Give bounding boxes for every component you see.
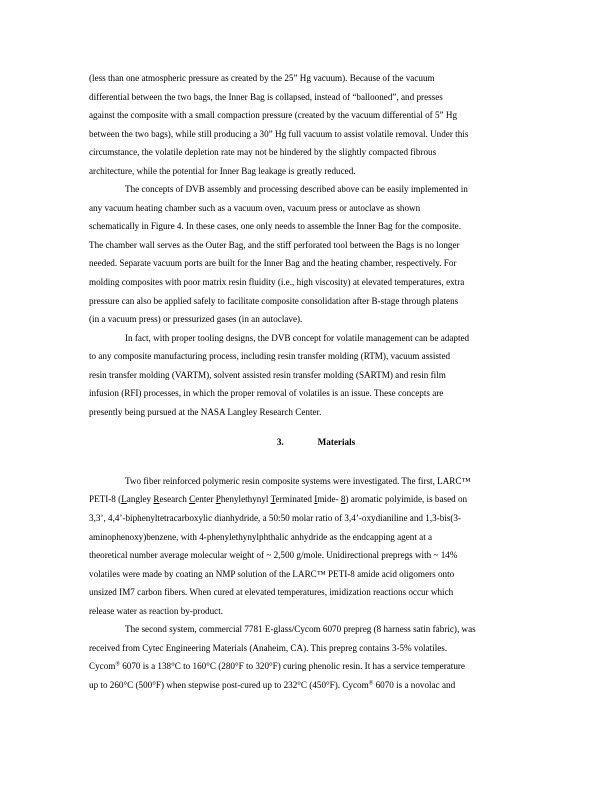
text-line: (in a vacuum press) or pressurized gases (in an autoclave). xyxy=(89,314,303,325)
paragraph-cycom-6070 xyxy=(89,620,543,694)
text-line: received from Cytec Engineering Materials (Anaheim, CA). This prepreg contains 3-5% volatiles. xyxy=(89,642,448,653)
text-span: 6070 is a novolac and xyxy=(373,679,456,690)
text-line: release water as reaction by-product. xyxy=(89,605,224,616)
text-line: (less than one atmospheric pressure as created by the 25” Hg vacuum). Because of the vacuum xyxy=(89,73,435,83)
text-line: circumstance, the volatile depletion rate may not be hindered by the slightly compacted fibrous xyxy=(89,147,437,158)
section-heading xyxy=(89,433,543,452)
paragraph-larc-peti8 xyxy=(89,472,543,620)
text-line: aminophenoxy)benzene, with 4-phenylethynylphthalic anhydride as the endcapping agent at a xyxy=(89,531,433,542)
text-line: The concepts of DVB assembly and processing described above can be easily implemented in xyxy=(125,184,468,195)
text-line: between the two bags), while still producing a 30” Hg full vacuum to assist volatile removal. Under this xyxy=(89,128,469,139)
text-span: Cycom xyxy=(89,661,116,672)
text-line: to any composite manufacturing process, including resin transfer molding (RTM), vacuum assisted xyxy=(89,351,451,362)
text-line: The chamber wall serves as the Outer Bag, and the stiff perforated tool between the Bags is no longer xyxy=(89,239,460,250)
text-span: esearch xyxy=(159,494,190,505)
underlined-letter: I xyxy=(314,494,318,505)
text-span: up to 260°C (500°F) when stepwise post-cured up to 232°C (450°F). Cycom xyxy=(89,679,369,690)
text-line: differential between the two bags, the Inner Bag is collapsed, instead of “ballooned”, and presses xyxy=(89,91,443,102)
text-line: volatiles were made by coating an NMP solution of the LARC™ PETI-8 amide acid oligomers onto xyxy=(89,568,455,579)
text-line: architecture, while the potential for Inner Bag leakage is greatly reduced. xyxy=(89,165,356,176)
text-line xyxy=(89,657,543,676)
text-line: against the composite with a small compaction pressure (created by the vacuum differential of 5” Hg xyxy=(89,110,458,121)
text-line: unsized IM7 carbon fibers. When cured at elevated temperatures, imidization reactions occur which xyxy=(89,587,454,598)
text-span: erminated xyxy=(275,494,315,505)
paragraph-tooling-designs xyxy=(89,329,543,422)
text-line: needed. Separate vacuum ports are built for the Inner Bag and the heating chamber, respectively. For xyxy=(89,258,457,269)
text-line: pressure can also be applied safely to facilitate composite consolidation after B-stage through platens xyxy=(89,295,459,306)
underlined-letter: C xyxy=(189,494,196,505)
section-number: 3. xyxy=(276,437,284,448)
text-line: schematically in Figure 4. In these cases, one only needs to assemble the Inner Bag for the composite. xyxy=(89,221,461,232)
text-span: PETI-8 ( xyxy=(89,494,122,505)
text-line: molding composites with poor matrix resin fluidity (i.e., high viscosity) at elevated temperatures, extra xyxy=(89,277,465,288)
underlined-letter: 8 xyxy=(340,494,346,505)
text-line: infusion (RFI) processes, in which the proper removal of volatiles is an issue. These concepts are xyxy=(89,388,444,399)
text-line: 3,3’, 4,4’-biphenyltetracarboxylic dianhydride, a 50:50 molar ratio of 3,4’-oxydianiline and 1,3-bis(3- xyxy=(89,513,461,524)
text-span: henylethynyl xyxy=(220,494,271,505)
underlined-letter: L xyxy=(121,494,127,505)
text-span: mide- xyxy=(317,494,341,505)
underlined-letter: T xyxy=(270,494,276,505)
text-line: resin transfer molding (VARTM), solvent assisted resin transfer molding (SARTM) and resin film xyxy=(89,369,446,380)
text-span: 6070 is a 138°C to 160°C (280°F to 320°F) curing phenolic resin. It has a service temperature xyxy=(119,661,465,672)
text-line xyxy=(89,676,543,695)
text-span: angley xyxy=(126,494,154,505)
registered-mark: ® xyxy=(115,661,120,668)
paragraph-dvb-assembly xyxy=(89,180,543,328)
underlined-letter: P xyxy=(215,494,221,505)
text-span: enter xyxy=(195,494,216,505)
underlined-letter: R xyxy=(153,494,160,505)
paragraph-vacuum-differential xyxy=(89,69,543,180)
registered-mark: ® xyxy=(368,680,374,687)
text-line: any vacuum heating chamber such as a vacuum oven, vacuum press or autoclave as shown xyxy=(89,202,421,213)
text-line: Two fiber reinforced polymeric resin composite systems were investigated. The first, LARC™ xyxy=(125,475,471,486)
text-line: In fact, with proper tooling designs, the DVB concept for volatile management can be adapted xyxy=(125,332,470,343)
text-span: ) aromatic polyimide, is based on xyxy=(345,494,468,505)
page-body xyxy=(89,69,543,695)
text-line: The second system, commercial 7781 E-glass/Cycom 6070 prepreg (8 harness satin fabric), was xyxy=(125,624,476,635)
section-title: Materials xyxy=(317,437,356,448)
text-line-acronym xyxy=(89,490,543,509)
text-line: theoretical number average molecular weight of ~ 2,500 g/mole. Unidirectional prepregs with ~ 14% xyxy=(89,550,458,561)
text-line: presently being pursued at the NASA Langley Research Center. xyxy=(89,406,322,417)
